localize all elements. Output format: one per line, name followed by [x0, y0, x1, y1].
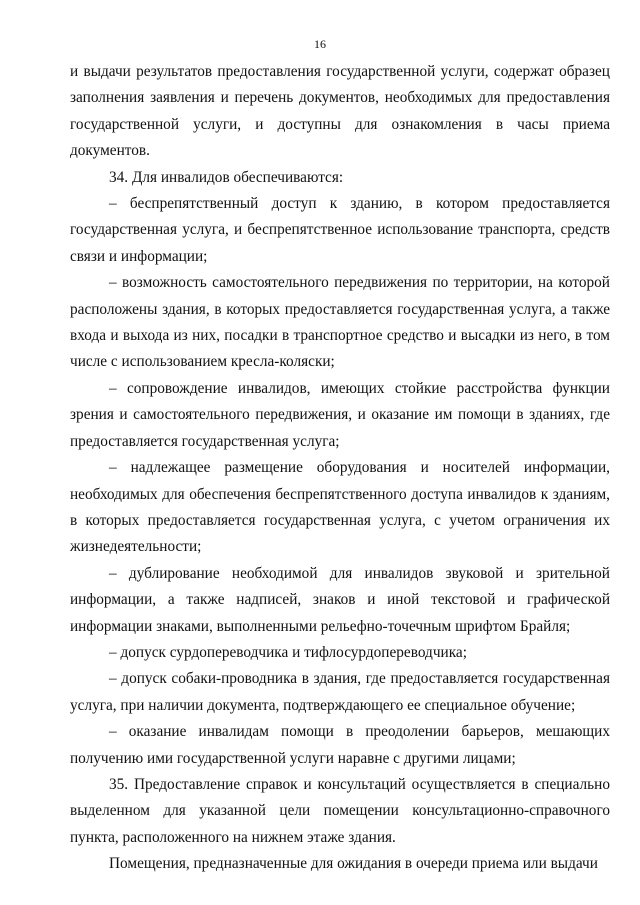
- list-item-guide-dog: – допуск собаки-проводника в здания, где предоставляется государственная услуга, при наличии документа, подтверждающего ее специальное обучение;: [70, 670, 610, 714]
- list-item-barrier-assistance: – оказание инвалидам помощи в преодолении барьеров, мешающих получению ими государственной услуги наравне с другими лицами;: [70, 723, 610, 767]
- paragraph-waiting-rooms: Помещения, предназначенные для ожидания в очереди приема или выдачи: [109, 855, 598, 873]
- paragraph-section-34-heading: 34. Для инвалидов обеспечиваются:: [109, 168, 344, 186]
- list-item-information-duplication: – дублирование необходимой для инвалидов звуковой и зрительной информации, а также надписей, знаков и иной текстовой и графической информации знаками, выполненными рельефно-точечным шрифтом Брайля;: [70, 564, 610, 635]
- list-item-equipment-placement: – надлежащее размещение оборудования и носителей информации, необходимых для обеспечения беспрепятственного доступа инвалидов к зданиям, в которых предоставляется государственная услуга, с учетом ограничения их жизнедеятельности;: [70, 459, 610, 556]
- document-body: [70, 59, 610, 878]
- list-item-sign-interpreter: – допуск сурдопереводчика и тифлосурдопереводчика;: [109, 643, 467, 661]
- list-item-escort: – сопровождение инвалидов, имеющих стойкие расстройства функции зрения и самостоятельного передвижения, и оказание им помощи в зданиях, где предоставляется государственная услуга;: [70, 379, 610, 450]
- list-item-independent-movement: – возможность самостоятельного передвижения по территории, на которой расположены здания, в которых предоставляется государственная услуга, а также входа и выхода из них, посадки в транспортное средство и высадки из него, в том числе с использованием кресла-коляски;: [70, 274, 610, 371]
- paragraph-section-35: 35. Предоставление справок и консультаций осуществляется в специально выделенном для указанной цели помещении консультационно-справочного пункта, расположенного на нижнем этаже здания.: [70, 775, 610, 846]
- paragraph-continuation: и выдачи результатов предоставления государственной услуги, содержат образец заполнения заявления и перечень документов, необходимых для предоставления государственной услуги, и доступны для ознакомления в часы приема документов.: [70, 63, 610, 160]
- list-item-unobstructed-access: – беспрепятственный доступ к зданию, в котором предоставляется государственная услуга, и беспрепятственное использование транспорта, средств связи и информации;: [70, 195, 610, 265]
- page-number: 16: [314, 37, 326, 51]
